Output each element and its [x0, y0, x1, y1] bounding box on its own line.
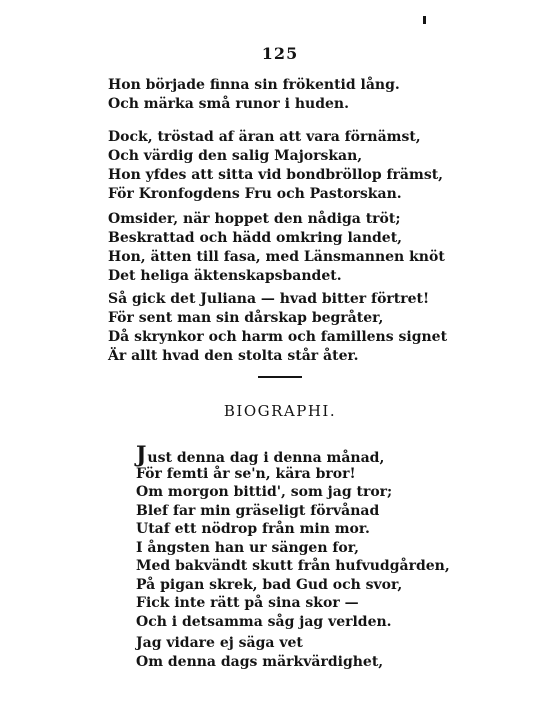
verse-line: För sent man sin dårskap begråter,	[108, 310, 384, 326]
poem-stanza-2	[108, 128, 444, 204]
poem-stanza-1	[108, 76, 438, 114]
section-title: BIOGRAPHI.	[223, 402, 337, 420]
biography-stanza-1	[136, 442, 466, 631]
verse-line: Det heliga äktenskapsbandet.	[108, 268, 342, 284]
verse-line: Omsider, när hoppet den nådiga tröt;	[108, 211, 401, 227]
verse-line	[136, 442, 466, 468]
verse-line: På pigan skrek, bad Gud och svor,	[136, 576, 403, 593]
verse-line: Och märka små runor i huden.	[108, 96, 349, 112]
page-number: 125	[261, 44, 299, 63]
verse-line: Om denna dags märkvärdighet,	[136, 653, 384, 670]
verse-line: Jag vidare ej säga vet	[136, 635, 303, 651]
verse-line: För Kronfogdens Fru och Pastorskan.	[108, 186, 402, 202]
verse-line: Hon, ätten till fasa, med Länsmannen knöt	[108, 249, 445, 265]
verse-line: Utaf ett nödrop från min mor.	[136, 521, 370, 537]
verse-line: Och i detsamma såg jag verlden.	[136, 613, 392, 630]
verse-line: Så gick det Juliana — hvad bitter förtret!	[108, 291, 430, 307]
verse-line: Då skrynkor och harm och famillens signet	[108, 329, 448, 345]
verse-line: Dock, tröstad af äran att vara förnämst,	[108, 129, 421, 145]
verse-line-rest: ust denna dag i denna månad,	[147, 450, 385, 466]
verse-line: Fick inte rätt på sina skor —	[136, 595, 359, 611]
verse-line: För femti år se'n, kära bror!	[136, 465, 356, 482]
verse-line: Hon började finna sin frökentid lång.	[108, 77, 400, 93]
verse-line: Och värdig den salig Majorskan,	[108, 148, 363, 164]
verse-line: Om morgon bittid', som jag tror;	[136, 484, 393, 500]
poem-stanza-4	[108, 290, 448, 366]
verse-line: Hon yfdes att sitta vid bondbröllop främst,	[108, 167, 444, 183]
verse-line: Blef far min gräseligt förvånad	[136, 502, 380, 519]
drop-cap: J	[136, 442, 147, 468]
verse-line: Med bakvändt skutt från hufvudgården,	[136, 558, 450, 574]
verse-line: Beskrattad och hädd omkring landet,	[108, 230, 403, 246]
verse-line: Är allt hvad den stolta står åter.	[108, 348, 359, 364]
verse-line: I ångsten han ur sängen for,	[136, 539, 359, 556]
margin-mark	[423, 16, 426, 24]
poem-stanza-3	[108, 210, 445, 286]
section-divider	[258, 376, 302, 378]
biography-stanza-2	[136, 634, 466, 671]
